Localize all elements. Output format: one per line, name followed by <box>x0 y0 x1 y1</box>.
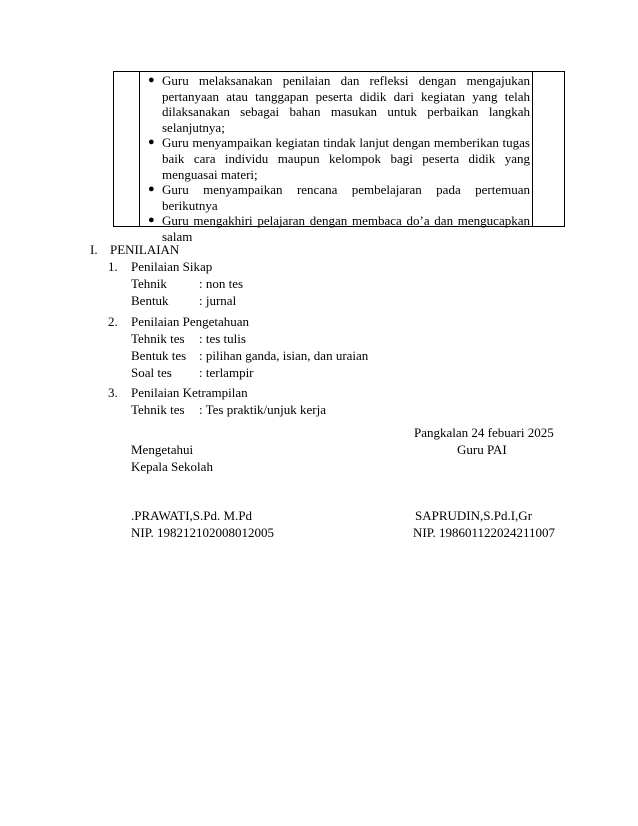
row-label: Soal tes <box>131 365 172 380</box>
row-label: Tehnik tes <box>131 331 185 346</box>
row-label: Tehnik <box>131 276 167 291</box>
list-item: ● Guru melaksanakan penilaian dan refleksi dengan mengajukan pertanyaan atau tanggapan peserta didik dari kegiatan yang telah dilaksanakan sebagai bahan masukan untuk perbaikan langkah selanjutnya; <box>148 73 530 135</box>
item-title: Penilaian Ketrampilan <box>131 385 248 400</box>
principal-name: .PRAWATI,S.Pd. M.Pd <box>131 508 253 523</box>
row-value: : pilihan ganda, isian, dan uraian <box>199 348 369 363</box>
row-value: : terlampir <box>199 365 254 380</box>
bullet-icon: ● <box>148 74 155 86</box>
row-label: Bentuk tes <box>131 348 187 363</box>
place-date: Pangkalan 24 febuari 2025 <box>414 425 554 440</box>
bullet-icon: ● <box>148 136 155 149</box>
acknowledged-label: Mengetahui <box>131 442 194 457</box>
table-column-divider <box>139 72 140 226</box>
row-value: : Tes praktik/unjuk kerja <box>199 402 327 417</box>
item-title: Penilaian Sikap <box>131 259 213 274</box>
teacher-nip: NIP. 198601122024211007 <box>413 525 556 540</box>
teacher-label: Guru PAI <box>457 442 507 457</box>
row-value: : non tes <box>199 276 244 291</box>
section-number: I. <box>90 242 98 257</box>
list-item: ● Guru menyampaikan rencana pembelajaran pada pertemuan berikutnya <box>148 182 530 213</box>
list-item: ● Guru menyampaikan kegiatan tindak lanjut dengan memberikan tugas baik cara individu maupun kelompok bagi peserta didik yang menguasai materi; <box>148 135 530 182</box>
bullet-icon: ● <box>148 214 155 227</box>
principal-nip: NIP. 198212102008012005 <box>131 525 275 540</box>
table-column-divider <box>532 72 533 226</box>
activity-list <box>148 73 530 245</box>
item-number: 1. <box>108 259 118 274</box>
row-value: : tes tulis <box>199 331 246 346</box>
item-number: 2. <box>108 314 118 329</box>
activity-table <box>113 71 565 244</box>
principal-label: Kepala Sekolah <box>131 459 213 474</box>
section-title: PENILAIAN <box>110 242 180 257</box>
row-label: Tehnik tes <box>131 402 185 417</box>
item-title: Penilaian Pengetahuan <box>131 314 250 329</box>
row-label: Bentuk <box>131 293 169 308</box>
bullet-icon: ● <box>148 183 155 196</box>
row-value: : jurnal <box>199 293 237 308</box>
teacher-name: SAPRUDIN,S.Pd.I,Gr <box>415 508 533 523</box>
item-number: 3. <box>108 385 118 400</box>
list-item: ● Guru mengakhiri pelajaran dengan membaca do’a dan mengucapkan salam <box>148 213 530 244</box>
